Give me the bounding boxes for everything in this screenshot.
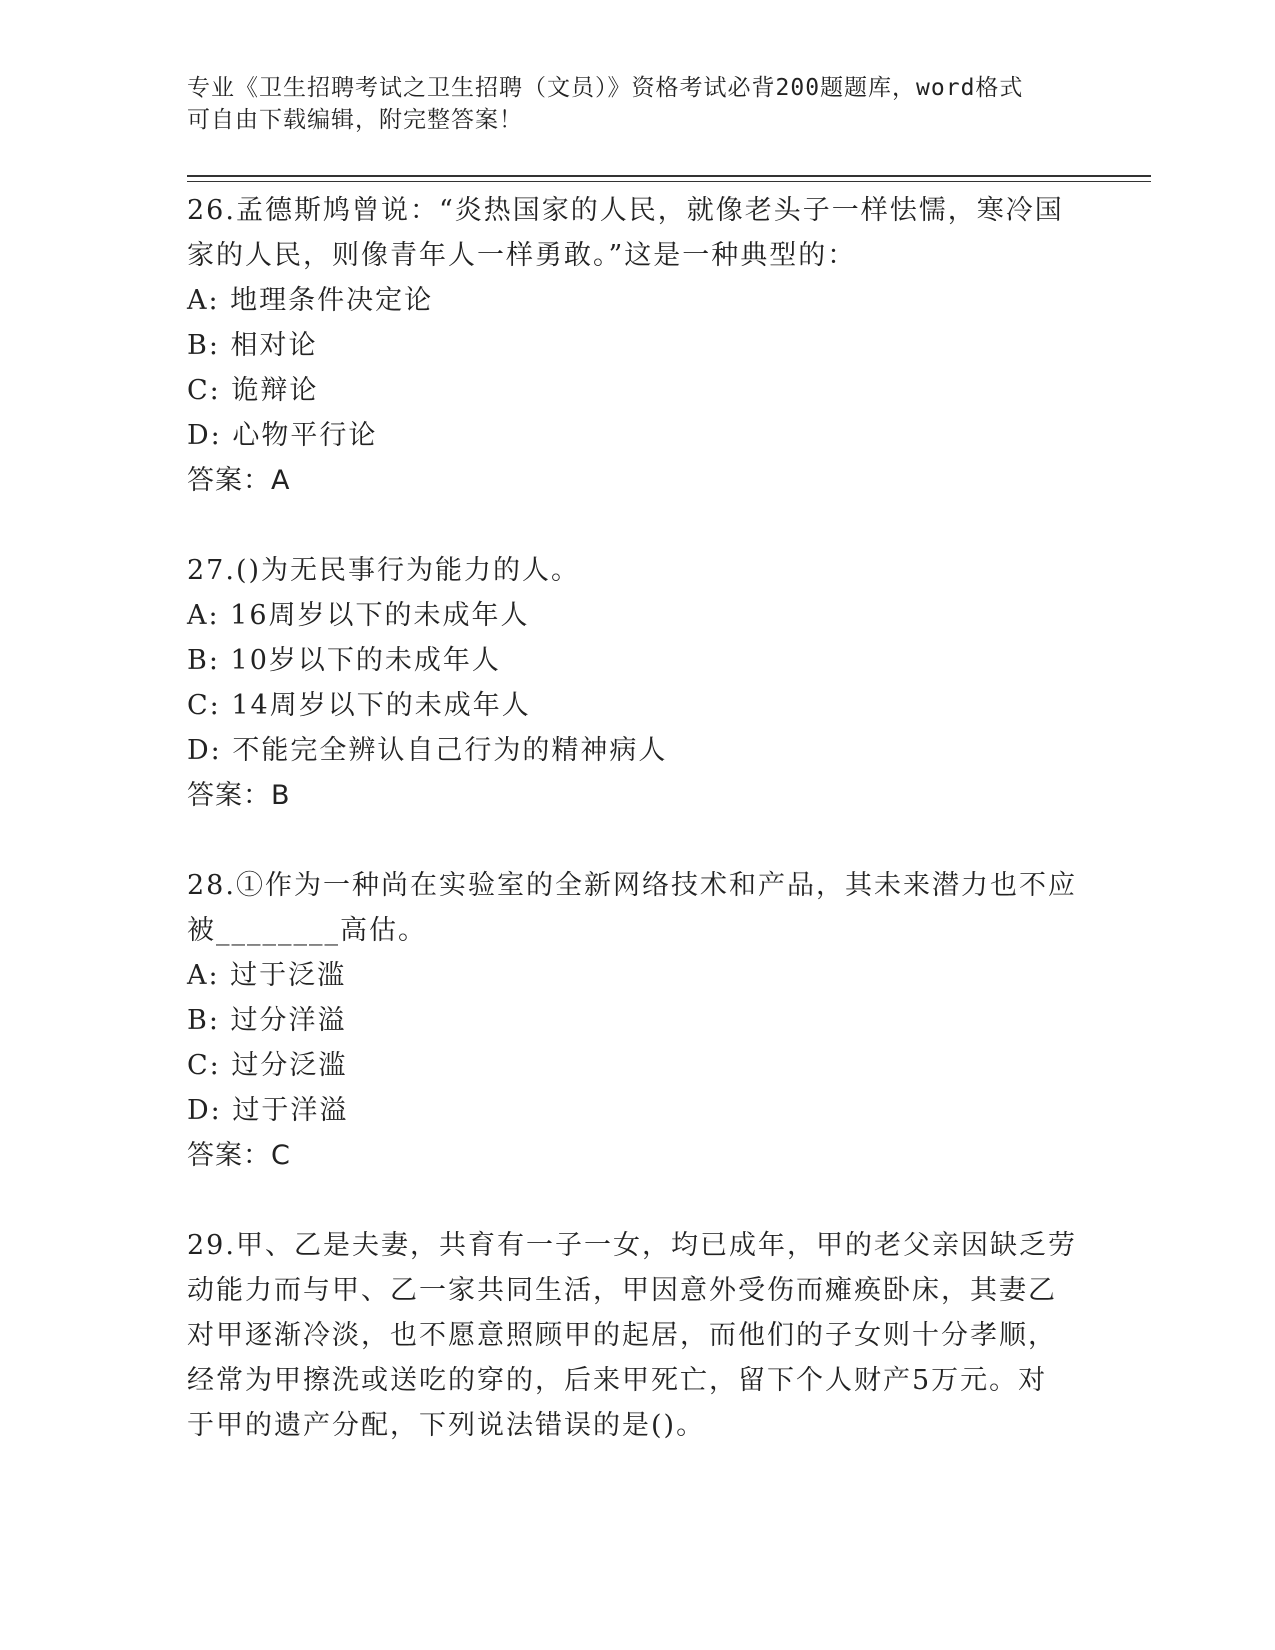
option-a: A: 地理条件决定论 bbox=[187, 285, 434, 316]
option-c: C: 14周岁以下的未成年人 bbox=[187, 690, 531, 721]
question-stem-line: 对甲逐渐冷淡，也不愿意照顾甲的起居，而他们的子女则十分孝顺， bbox=[187, 1320, 1057, 1351]
option-c: C: 诡辩论 bbox=[187, 375, 319, 406]
question-stem-line: 被________高估。 bbox=[187, 915, 427, 946]
document-header bbox=[187, 72, 1067, 136]
question-27 bbox=[187, 548, 1087, 818]
header-line-1: 专业《卫生招聘考试之卫生招聘（文员）》资格考试必背200题题库，word格式 bbox=[187, 75, 1024, 101]
option-c: C: 过分泛滥 bbox=[187, 1050, 348, 1081]
question-gap bbox=[187, 818, 1087, 863]
question-stem-line: 29.甲、乙是夫妻，共育有一子一女，均已成年，甲的老父亲因缺乏劳 bbox=[187, 1230, 1077, 1261]
answer-label: 答案：A bbox=[187, 465, 291, 496]
question-gap bbox=[187, 503, 1087, 548]
question-stem-line: 于甲的遗产分配，下列说法错误的是()。 bbox=[187, 1410, 706, 1441]
question-28 bbox=[187, 863, 1087, 1178]
option-d: D: 过于洋溢 bbox=[187, 1095, 349, 1126]
option-d: D: 心物平行论 bbox=[187, 420, 378, 451]
question-stem-line: 家的人民，则像青年人一样勇敢。”这是一种典型的： bbox=[187, 240, 857, 271]
question-stem-line: 经常为甲擦洗或送吃的穿的，后来甲死亡，留下个人财产5万元。对 bbox=[187, 1365, 1048, 1396]
option-b: B: 过分洋溢 bbox=[187, 1005, 347, 1036]
header-line-2: 可自由下载编辑，附完整答案！ bbox=[187, 107, 523, 133]
question-stem-line: 28.①作为一种尚在实验室的全新网络技术和产品，其未来潜力也不应 bbox=[187, 870, 1077, 901]
question-stem-line: 27.()为无民事行为能力的人。 bbox=[187, 555, 581, 586]
question-stem-line: 动能力而与甲、乙一家共同生活，甲因意外受伤而瘫痪卧床，其妻乙 bbox=[187, 1275, 1057, 1306]
question-gap bbox=[187, 1178, 1087, 1223]
option-b: B: 10岁以下的未成年人 bbox=[187, 645, 501, 676]
question-list bbox=[187, 188, 1087, 1448]
question-29 bbox=[187, 1223, 1087, 1448]
answer-label: 答案：B bbox=[187, 780, 291, 811]
answer-label: 答案：C bbox=[187, 1140, 291, 1171]
option-a: A: 过于泛滥 bbox=[187, 960, 347, 991]
option-a: A: 16周岁以下的未成年人 bbox=[187, 600, 530, 631]
option-d: D: 不能完全辨认自己行为的精神病人 bbox=[187, 735, 668, 766]
header-rule-thick bbox=[187, 175, 1151, 177]
question-26 bbox=[187, 188, 1087, 503]
question-stem-line: 26.孟德斯鸠曾说：“炎热国家的人民，就像老头子一样怯懦，寒冷国 bbox=[187, 195, 1064, 226]
option-b: B: 相对论 bbox=[187, 330, 318, 361]
header-rule-thin bbox=[187, 181, 1151, 182]
